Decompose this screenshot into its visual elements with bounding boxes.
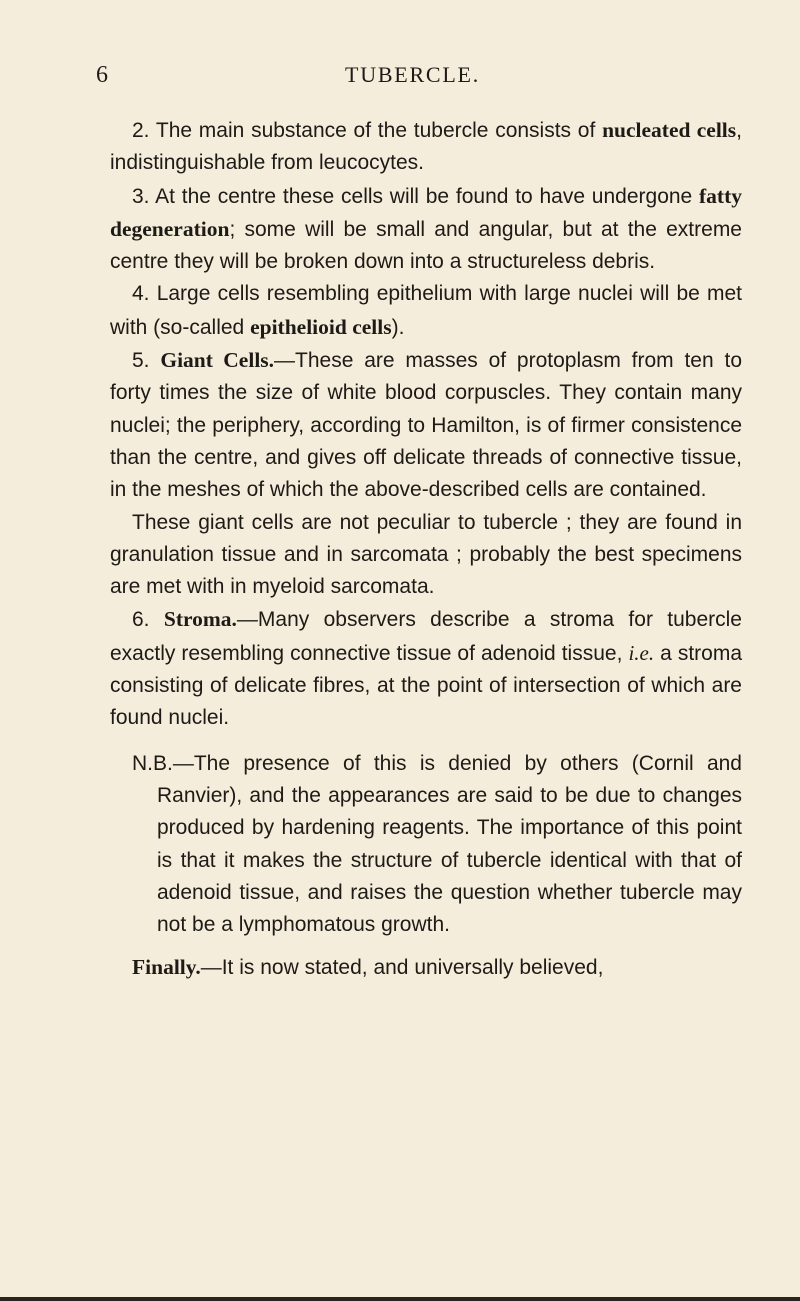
- paragraph-6-text-c: a stroma consisting of delicate fibres, at the point of intersection of which are found nuclei.: [110, 641, 742, 730]
- nb-note: N.B.—The presence of this is denied by others (Cornil and Ranvier), and the appearances are said to be due to changes produced by hardening reagents. The importance of this point is that it makes the structure of tubercle identical with that of adenoid tissue, and raises the question whether tubercle may not be a lymphomatous growth.: [132, 751, 742, 937]
- page-bottom-edge: [0, 1297, 800, 1301]
- paragraph-3-text-a: 3. At the centre these cells will be found to have undergone: [132, 184, 700, 208]
- term-finally: Finally.: [132, 955, 201, 980]
- term-stroma: Stroma.: [163, 607, 237, 632]
- paragraph-final: [110, 951, 742, 984]
- paragraph-final-text-b: —It is now stated, and universally believed,: [200, 956, 604, 980]
- running-title: TUBERCLE.: [345, 62, 481, 87]
- body-text: [110, 114, 742, 985]
- paragraph-5-continued: These giant cells are not peculiar to tubercle ; they are found in granulation tissue and in sarcomata ; probably the best specimens are met with in myeloid sarcomata.: [110, 510, 742, 599]
- nb-note-block: [110, 748, 742, 942]
- paragraph-4: [110, 278, 742, 344]
- paragraph-5-text-a: 5.: [132, 349, 161, 373]
- paragraph-6: [110, 603, 742, 734]
- page-number: 6: [96, 62, 108, 88]
- term-giant-cells: Giant Cells.: [160, 348, 275, 373]
- term-fatty-degeneration: fatty degeneration: [110, 183, 742, 241]
- paragraph-6-text-b: —Many observers describe a stroma for tubercle exactly resembling connective tissue of adenoid tissue,: [110, 608, 742, 665]
- paragraph-2: [110, 114, 742, 180]
- abbreviation-ie: i.e.: [628, 640, 655, 665]
- paragraph-2-text-b: , indistinguishable from leucocytes.: [110, 119, 742, 175]
- paragraph-4-text-a: 4. Large cells resembling epithelium with large nuclei will be met with (so-called: [110, 282, 742, 339]
- paragraph-6-text-a: 6.: [132, 608, 164, 632]
- paragraph-4-text-b: ).: [391, 315, 405, 339]
- term-epithelioid-cells: epithelioid cells: [250, 314, 392, 339]
- paragraph-5: [110, 344, 742, 506]
- paragraph-3-text-b: ; some will be small and angular, but at the extreme centre they will be broken down into a structureless debris.: [110, 217, 742, 274]
- running-head: [0, 60, 800, 90]
- term-nucleated-cells: nucleated cells: [602, 118, 737, 142]
- paragraph-3: [110, 180, 742, 279]
- paragraph-2-text-a: 2. The main substance of the tubercle consists of: [132, 119, 603, 142]
- paragraph-5-text-b: —These are masses of protoplasm from ten to forty times the size of white blood corpuscles. They contain many nuclei; the periphery, according to Hamilton, is of firmer consistence than the centre, and gives off delicate threads of connective tissue, in the meshes of which the above-described cells are contained.: [110, 349, 742, 502]
